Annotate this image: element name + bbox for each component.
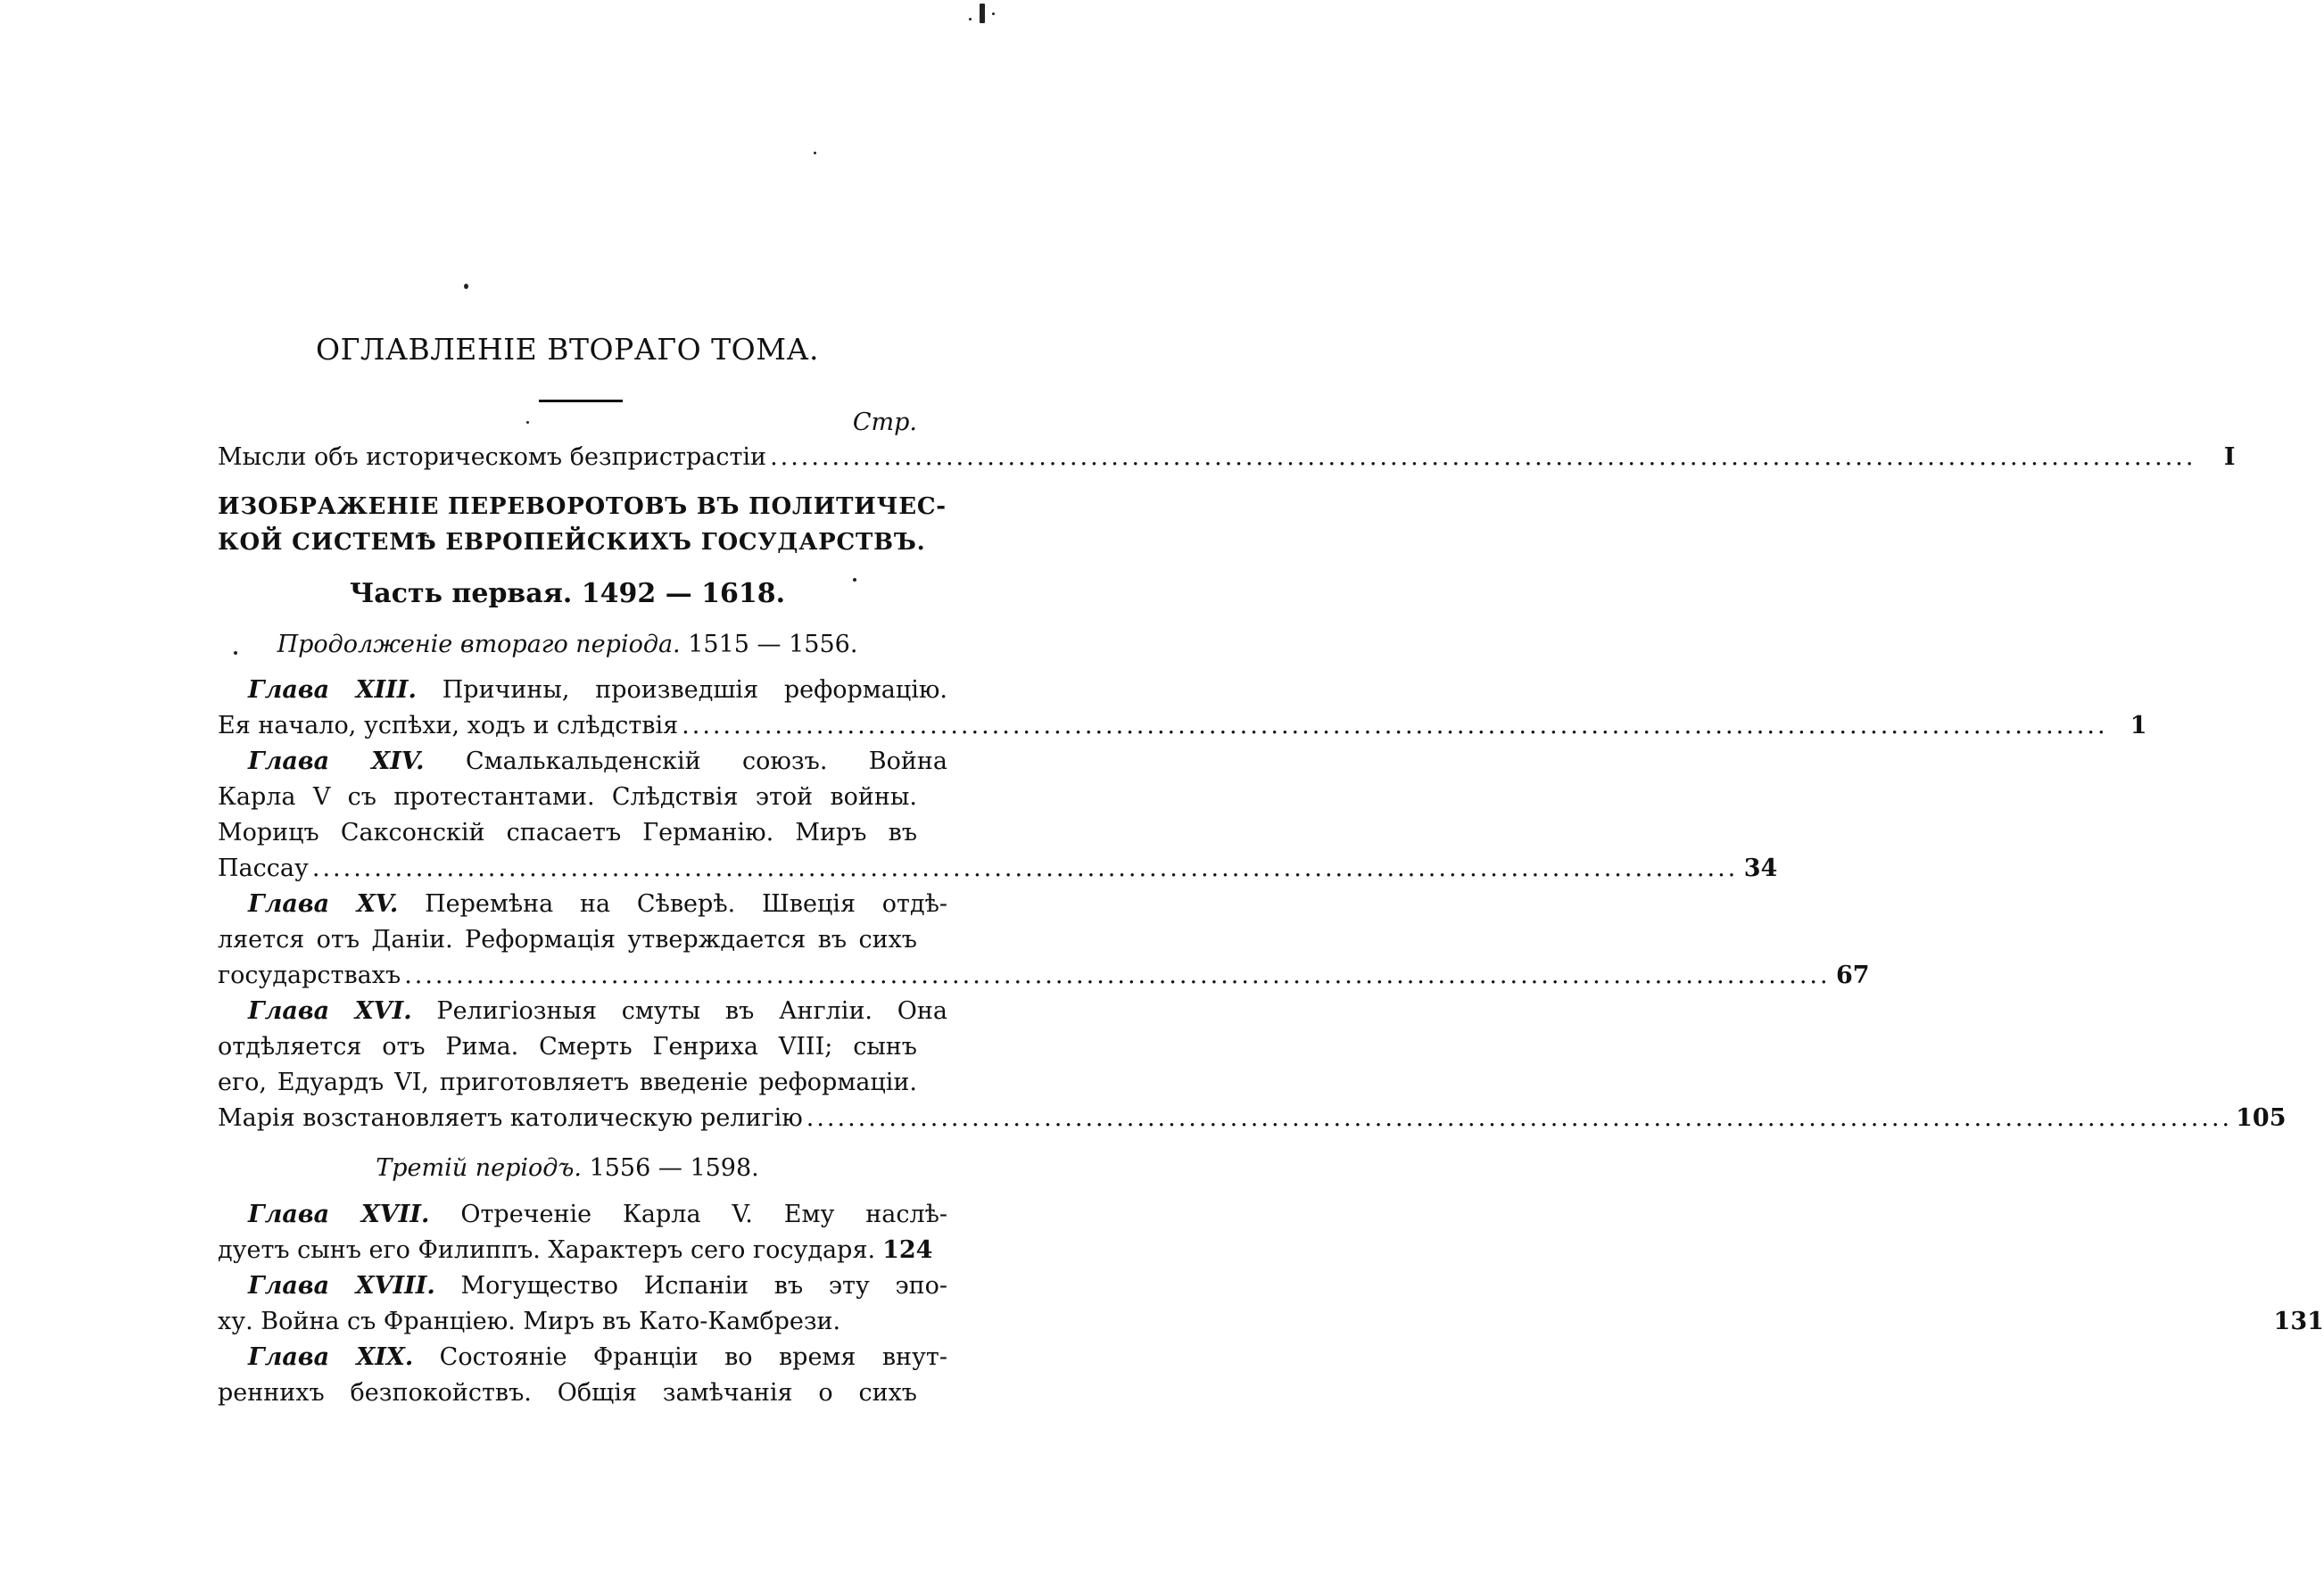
chapter-14-line1 [218, 744, 947, 780]
chapter-text: Религіозныя смуты въ Англіи. Она [436, 997, 948, 1025]
chapter-number: Глава XIV. [248, 747, 425, 775]
title-rule [539, 400, 623, 402]
page-title: ОГЛАВЛЕНІЕ ВТОРАГО ТОМА. [316, 332, 819, 367]
chapter-17-line1 [218, 1197, 947, 1233]
period-years: 1556 — 1598. [589, 1154, 759, 1182]
chapter-number: Глава XIII. [248, 676, 417, 704]
chapter-16-line3: его, Едуардъ VI, приготовляетъ введеніе реформаціи. [218, 1069, 917, 1096]
chapter-number: Глава XV. [248, 890, 399, 918]
chapter-text: Смалькальденскій союзъ. Война [465, 747, 947, 775]
toc-page-number: 1 [2130, 712, 2147, 739]
page-column-label: Стр. [852, 409, 917, 436]
toc-entry-misli [218, 440, 2236, 475]
section-heading-line2: КОЙ СИСТЕМѢ ЕВРОПЕЙСКИХЪ ГОСУДАРСТВЪ. [218, 529, 926, 556]
toc-page-number: 124 [882, 1236, 933, 1264]
period-label: Третій періодъ. [376, 1154, 582, 1182]
chapter-14-line2: Карла V съ протестантами. Слѣдствія этой войны. [218, 783, 917, 811]
chapter-17-line2 [218, 1233, 933, 1268]
chapter-text: Причины, произведшія реформацію. [442, 676, 947, 704]
chapter-16-line1 [218, 994, 947, 1029]
chapter-text: Пассау [218, 855, 309, 882]
chapter-18-line1 [218, 1268, 947, 1304]
part-heading: Часть первая. 1492 — 1618. [349, 578, 786, 609]
toc-page-number: 34 [1743, 855, 1778, 882]
chapter-18-line2 [218, 1304, 2324, 1340]
chapter-13-line2 [218, 708, 2147, 744]
chapter-text: Могущество Испаніи въ эту эпо- [460, 1272, 947, 1300]
chapter-14-line3: Морицъ Саксонскій спасаетъ Германію. Миръ въ [218, 819, 917, 847]
chapter-number: Глава XIX. [248, 1343, 414, 1371]
period-years: 1515 — 1556. [688, 631, 858, 658]
leader-dots [770, 440, 2196, 475]
leader-dots [682, 708, 2107, 744]
period-heading-2 [218, 627, 917, 663]
chapter-19-line1 [218, 1340, 947, 1375]
chapter-16-line2: отдѣляется отъ Рима. Смерть Генриха VIII; сынъ [218, 1033, 917, 1061]
chapter-text: ху. Война съ Франціею. Миръ въ Като-Камбрези. [218, 1308, 841, 1335]
toc-page-number: I [2223, 443, 2236, 471]
chapter-14-line4 [218, 851, 1778, 887]
chapter-text: дуетъ сынъ его Филиппъ. Характеръ сего государя. [218, 1236, 876, 1264]
chapter-number: Глава XVI. [248, 997, 412, 1025]
chapter-text: Ея начало, успѣхи, ходъ и слѣдствія [218, 712, 679, 739]
chapter-number: Глава XVIII. [248, 1272, 435, 1300]
chapter-19-line2: реннихъ безпокойствъ. Общія замѣчанія о сихъ [218, 1379, 917, 1407]
chapter-13-line1 [218, 673, 947, 708]
chapter-text: Перемѣна на Сѣверѣ. Швеція отдѣ- [425, 890, 947, 918]
leader-dots [312, 851, 1738, 887]
chapter-15-line2: ляется отъ Даніи. Реформація утверждается въ сихъ [218, 926, 917, 954]
section-heading-line1: ИЗОБРАЖЕНІЕ ПЕРЕВОРОТОВЪ ВЪ ПОЛИТИЧЕС- [218, 493, 947, 520]
chapter-15-line3 [218, 958, 1870, 994]
leader-dots [404, 958, 1830, 994]
toc-page-number: 67 [1836, 962, 1870, 989]
period-label: Продолженіе втораго періода. [277, 631, 681, 658]
toc-page-number: 105 [2236, 1104, 2287, 1132]
leader-dots [806, 1101, 2232, 1136]
chapter-text: Состояніе Франціи во время внут- [439, 1343, 947, 1371]
period-heading-3 [218, 1151, 917, 1186]
chapter-number: Глава XVII. [248, 1201, 430, 1228]
toc-page-number: 131 [2273, 1308, 2324, 1335]
chapter-text: Марія возстановляетъ католическую религію [218, 1104, 803, 1132]
chapter-15-line1 [218, 887, 947, 922]
chapter-text: Отреченіе Карла V. Ему наслѣ- [460, 1201, 948, 1228]
toc-entry-text: Мысли объ историческомъ безпристрастіи [218, 443, 767, 471]
chapter-16-line4 [218, 1101, 2287, 1136]
chapter-text: государствахъ [218, 962, 401, 989]
